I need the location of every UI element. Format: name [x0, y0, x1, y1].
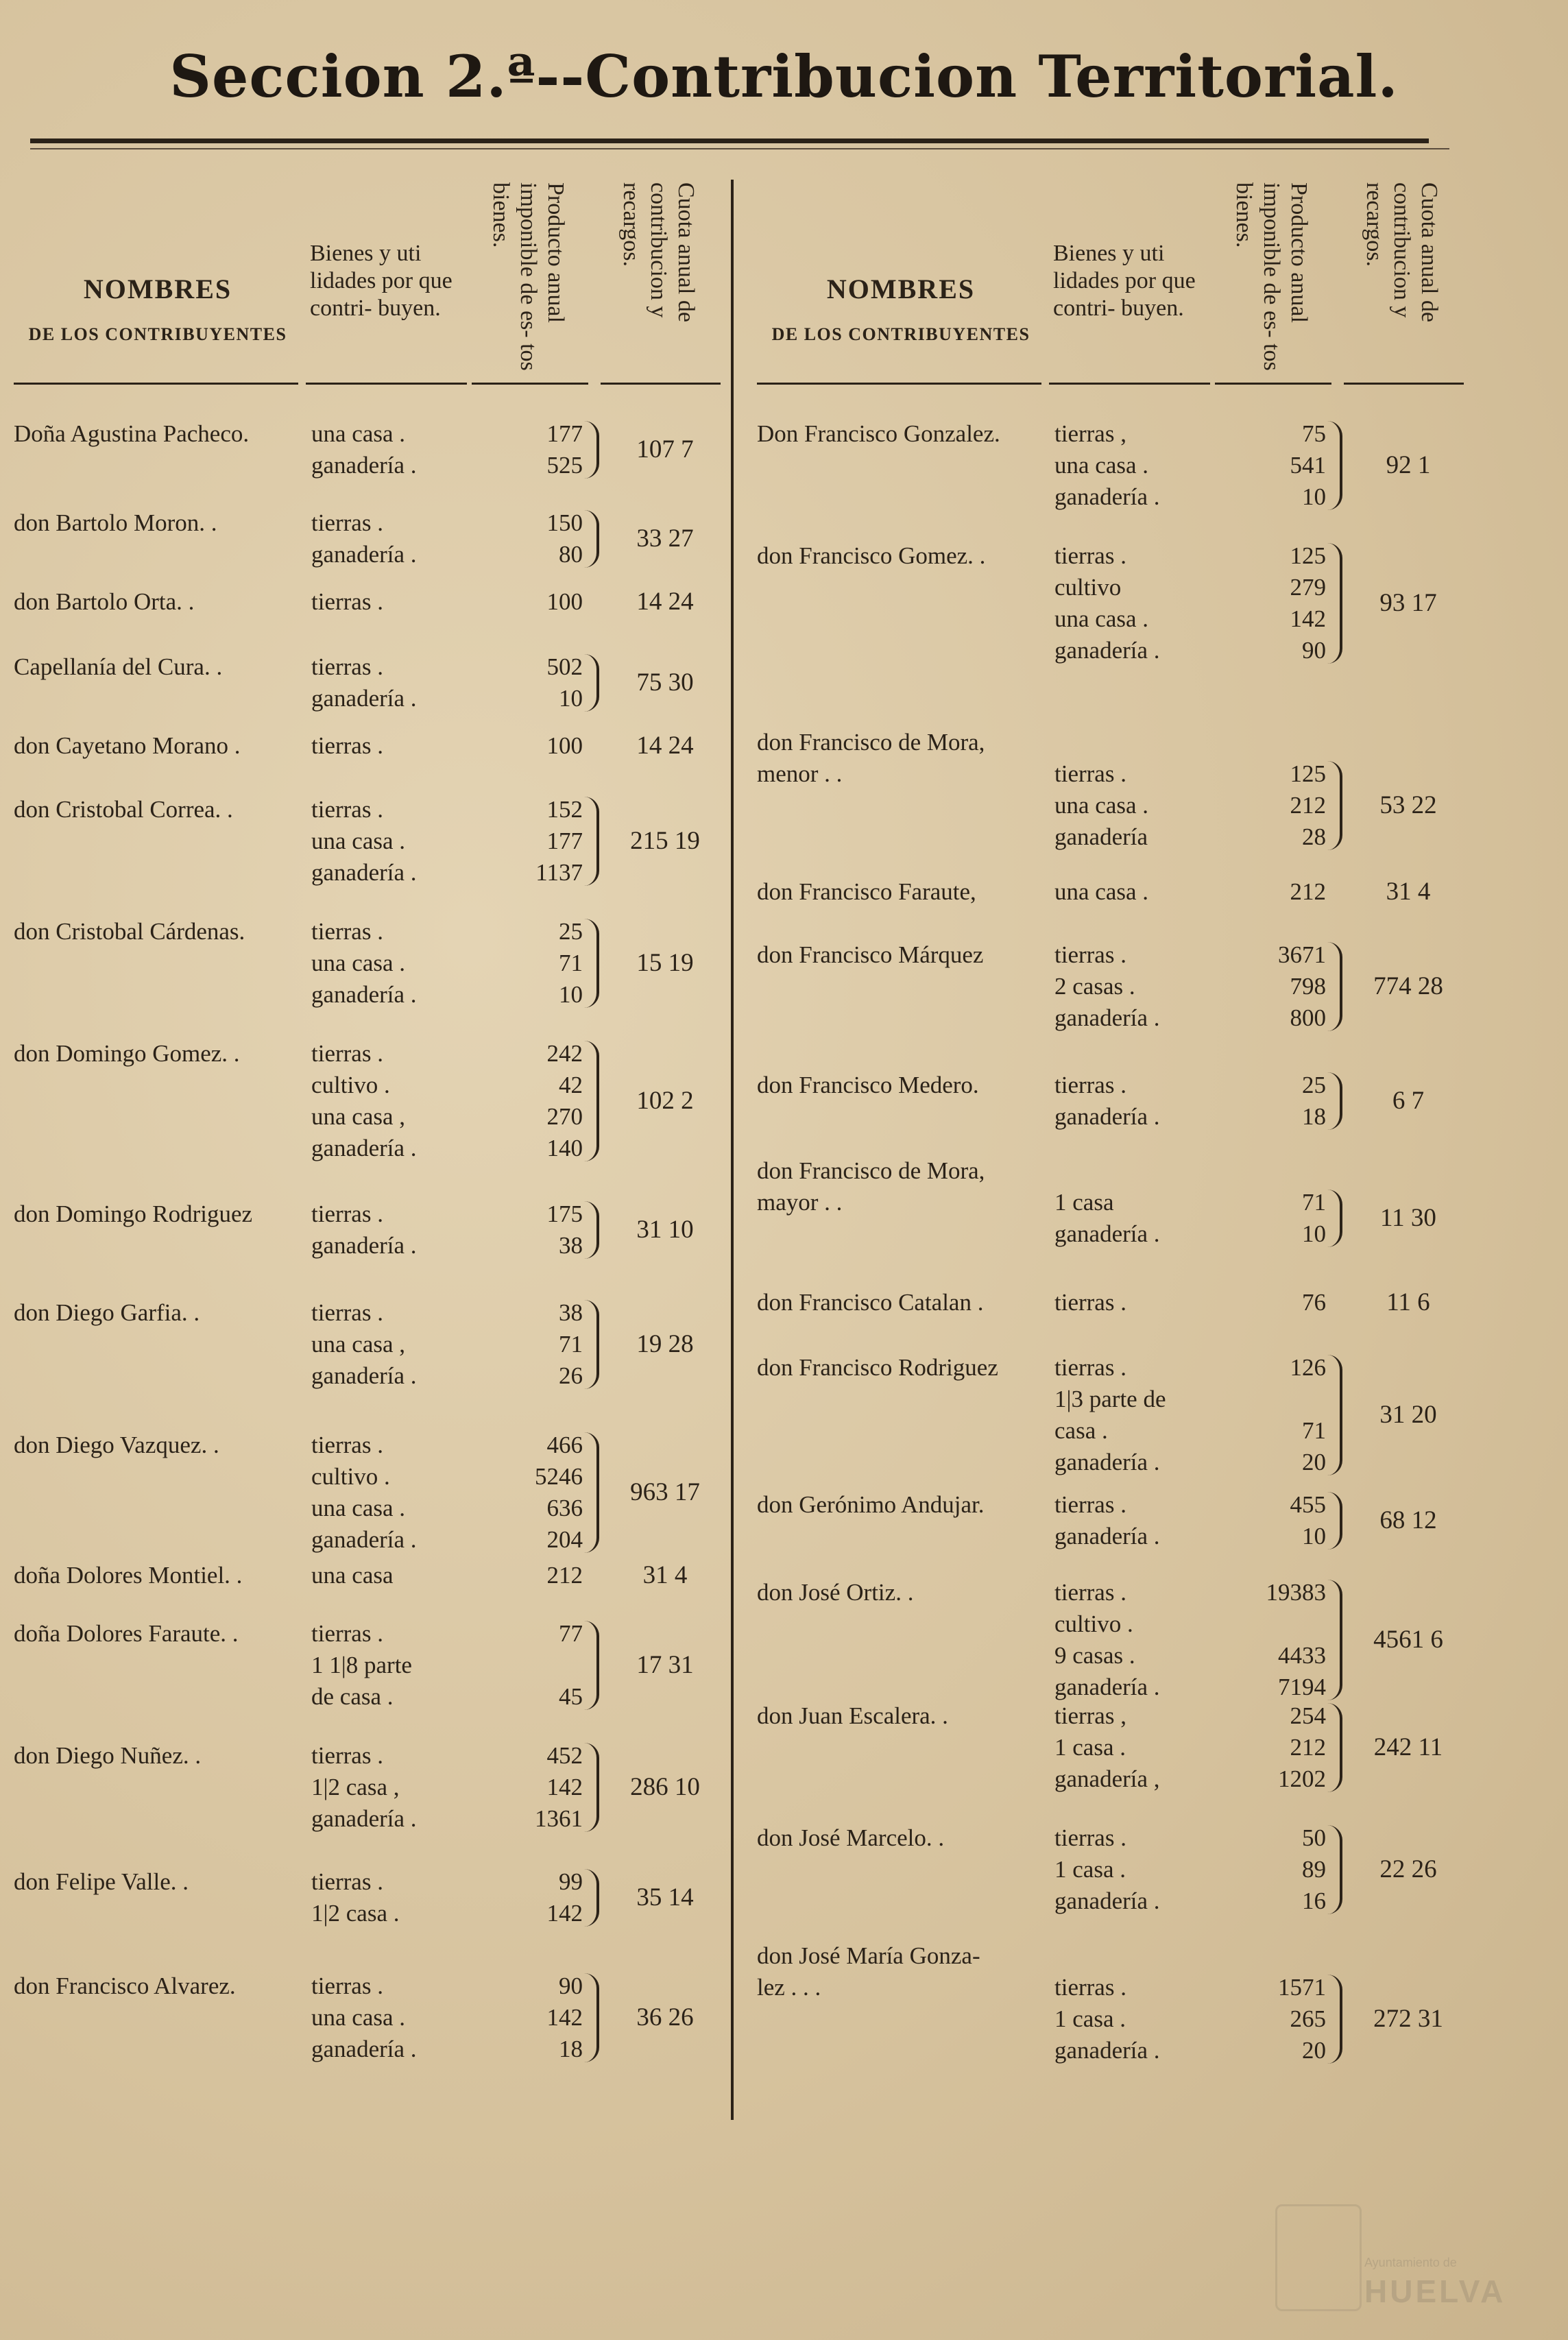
product-value: 80 — [559, 541, 583, 568]
product-values — [480, 1038, 583, 1164]
product-value: 18 — [559, 2036, 583, 2062]
product-values — [480, 586, 583, 618]
header-cuota: Cuota anual de contribucion y recargos. — [1362, 182, 1442, 322]
product-value: 204 — [546, 1526, 583, 1553]
product-value: 10 — [559, 981, 583, 1008]
product-value: 175 — [546, 1201, 583, 1227]
asset-item: ganadería . — [1054, 1220, 1160, 1247]
product-value: 75 — [1302, 420, 1326, 447]
asset-item: cultivo . — [1054, 1611, 1133, 1637]
contributor-name: don Domingo Rodriguez — [14, 1201, 253, 1227]
contributor-name: Doña Agustina Pacheco. — [14, 420, 250, 447]
contributor-name: don Francisco Alvarez. — [14, 1973, 236, 1999]
product-value: 99 — [559, 1868, 583, 1895]
contributor-name: don Gerónimo Andujar. — [757, 1491, 985, 1518]
product-value: 19383 — [1266, 1579, 1326, 1606]
asset-item: ganadería , — [1054, 1765, 1160, 1792]
asset-item: 1 casa . — [1054, 1856, 1126, 1883]
header-rule — [1344, 383, 1464, 385]
contributor-name: don Francisco de Mora, mayor . . — [757, 1157, 985, 1216]
grouping-brace — [1327, 1975, 1342, 2064]
product-values — [1223, 1940, 1326, 2066]
asset-item: tierras . — [311, 796, 383, 823]
asset-item: ganadería . — [1054, 1523, 1160, 1549]
asset-item: tierras . — [1054, 1974, 1126, 2001]
watermark-text: HUELVA — [1364, 2273, 1506, 2309]
product-value: 10 — [1302, 1523, 1326, 1549]
asset-item: una casa , — [311, 1331, 406, 1358]
asset-item: tierras . — [311, 732, 383, 759]
grouping-brace — [584, 510, 599, 568]
annual-quota: 31 20 — [1379, 1401, 1437, 1429]
asset-item: tierras . — [311, 1201, 383, 1227]
product-value: 38 — [559, 1232, 583, 1259]
product-value: 71 — [1302, 1417, 1326, 1444]
product-values — [1223, 418, 1326, 513]
product-value: 150 — [546, 509, 583, 536]
asset-item: ganadería . — [311, 1232, 417, 1259]
product-value: 45 — [559, 1683, 583, 1710]
contributor-name: don Diego Nuñez. . — [14, 1742, 202, 1769]
annual-quota: 11 6 — [1386, 1288, 1430, 1316]
contributor-name: don José Marcelo. . — [757, 1824, 945, 1851]
contributor-name: don Francisco Medero. — [757, 1072, 979, 1098]
asset-item: ganadería — [1054, 823, 1148, 850]
annual-quota: 286 10 — [630, 1773, 700, 1801]
product-value: 541 — [1290, 452, 1326, 479]
asset-item: tierras . — [1054, 1579, 1126, 1606]
product-value: 76 — [1302, 1289, 1326, 1316]
header-cuota: Cuota anual de contribucion y recargos. — [618, 182, 699, 322]
asset-item: tierras . — [311, 1432, 383, 1458]
product-value: 212 — [546, 1562, 583, 1589]
product-values — [480, 418, 583, 481]
grouping-brace — [1327, 1825, 1342, 1914]
asset-item: una casa . — [311, 1495, 406, 1521]
asset-item: ganadería . — [1054, 1887, 1160, 1914]
product-values — [1223, 1700, 1326, 1795]
asset-item: tierras . — [311, 1868, 383, 1895]
product-value: 466 — [546, 1432, 583, 1458]
product-values — [1223, 1287, 1326, 1318]
contributor-name: don Francisco de Mora, menor . . — [757, 729, 985, 787]
product-value — [1223, 1608, 1326, 1640]
grouping-brace — [584, 1869, 599, 1927]
grouping-brace — [1327, 421, 1342, 510]
product-value: 279 — [1290, 574, 1326, 601]
grouping-brace — [584, 1743, 599, 1832]
product-values — [480, 651, 583, 714]
annual-quota: 22 26 — [1379, 1855, 1437, 1883]
product-value: 38 — [559, 1299, 583, 1326]
archive-seal-icon — [1275, 2204, 1362, 2311]
product-value: 90 — [559, 1973, 583, 1999]
product-values — [1223, 1070, 1326, 1133]
product-value: 452 — [546, 1742, 583, 1769]
asset-item: una casa , — [311, 1103, 406, 1130]
header-rule — [757, 383, 1041, 385]
product-value: 5246 — [535, 1463, 583, 1490]
asset-item: tierras . — [311, 509, 383, 536]
asset-item: 9 casas . — [1054, 1642, 1135, 1669]
product-value: 270 — [546, 1103, 583, 1130]
product-values — [480, 1297, 583, 1392]
asset-item: ganadería . — [311, 981, 417, 1008]
product-value: 50 — [1302, 1824, 1326, 1851]
product-value: 10 — [1302, 1220, 1326, 1247]
grouping-brace — [584, 654, 599, 712]
product-value: 18 — [1302, 1103, 1326, 1130]
product-values — [1223, 1352, 1326, 1478]
product-value: 7194 — [1278, 1674, 1326, 1700]
asset-item: ganadería . — [311, 2036, 417, 2062]
product-value: 502 — [546, 653, 583, 680]
asset-item: una casa . — [1054, 605, 1149, 632]
annual-quota: 774 28 — [1373, 972, 1443, 1000]
product-values — [1223, 1489, 1326, 1552]
product-values — [1223, 1822, 1326, 1917]
annual-quota: 31 10 — [636, 1216, 694, 1244]
product-value — [1223, 1940, 1326, 1972]
asset-item: 1|2 casa , — [311, 1774, 400, 1800]
product-value: 20 — [1302, 1449, 1326, 1475]
product-value: 177 — [546, 828, 583, 854]
product-value: 25 — [559, 918, 583, 945]
product-value: 90 — [1302, 637, 1326, 664]
product-values — [1223, 1155, 1326, 1250]
contributor-name: Don Francisco Gonzalez. — [757, 420, 1000, 447]
product-value: 26 — [559, 1362, 583, 1389]
product-value: 125 — [1290, 760, 1326, 787]
grouping-brace — [1327, 942, 1342, 1031]
annual-quota: 75 30 — [636, 668, 694, 697]
grouping-brace — [1327, 1190, 1342, 1247]
grouping-brace — [584, 1432, 599, 1553]
header-rule — [1049, 383, 1210, 385]
asset-item: tierras . — [311, 588, 383, 615]
product-value: 142 — [546, 1900, 583, 1927]
asset-item: ganadería . — [311, 1362, 417, 1389]
annual-quota: 36 26 — [636, 2003, 694, 2031]
product-value: 142 — [546, 2004, 583, 2031]
asset-item: ganadería . — [311, 1805, 417, 1832]
asset-item: ganadería . — [311, 859, 417, 886]
product-value: 142 — [1290, 605, 1326, 632]
asset-item: tierras . — [311, 1973, 383, 1999]
asset-item: 1 casa . — [1054, 1734, 1126, 1761]
product-values — [480, 1618, 583, 1713]
annual-quota: 242 11 — [1373, 1733, 1443, 1761]
product-values — [480, 1970, 583, 2065]
product-values — [480, 794, 583, 889]
grouping-brace — [1327, 1355, 1342, 1475]
contributor-name: don Cayetano Morano . — [14, 732, 241, 759]
product-values — [480, 1866, 583, 1929]
product-value: 1361 — [535, 1805, 583, 1832]
product-value: 142 — [546, 1774, 583, 1800]
contributor-name: don Francisco Faraute, — [757, 878, 976, 905]
grouping-brace — [1327, 1492, 1342, 1549]
contributor-name: don Francisco Catalan . — [757, 1289, 984, 1316]
asset-item: tierras . — [311, 1620, 383, 1647]
product-value: 1202 — [1278, 1765, 1326, 1792]
annual-quota: 107 7 — [636, 435, 694, 463]
asset-item: 1 1|8 parte — [311, 1652, 412, 1678]
header-bienes: Bienes y uti lidades por que contri- buyen. — [310, 241, 453, 321]
asset-item: tierras . — [1054, 760, 1126, 787]
product-value: 71 — [559, 1331, 583, 1358]
product-values — [1223, 876, 1326, 908]
product-value: 10 — [1302, 483, 1326, 510]
product-value: 254 — [1290, 1702, 1326, 1729]
product-value: 77 — [559, 1620, 583, 1647]
grouping-brace — [584, 421, 599, 479]
asset-item: ganadería . — [1054, 1449, 1160, 1475]
contributor-name: don Felipe Valle. . — [14, 1868, 189, 1895]
contributor-name: don José María Gonza- lez . . . — [757, 1942, 980, 2001]
contributor-name: don Francisco Márquez — [757, 941, 984, 968]
annual-quota: 6 7 — [1392, 1087, 1425, 1115]
contributor-name: doña Dolores Faraute. . — [14, 1620, 239, 1647]
annual-quota: 19 28 — [636, 1330, 694, 1358]
product-value: 212 — [1290, 792, 1326, 819]
asset-item: una casa . — [311, 828, 406, 854]
product-value: 800 — [1290, 1004, 1326, 1031]
asset-item: 2 casas . — [1054, 973, 1135, 1000]
annual-quota: 272 31 — [1373, 2005, 1443, 2033]
asset-item: una casa . — [311, 950, 406, 976]
asset-item: tierras , — [1054, 420, 1126, 447]
product-value: 212 — [1290, 878, 1326, 905]
annual-quota: 102 2 — [636, 1087, 694, 1115]
asset-item: 1 casa — [1054, 1189, 1114, 1216]
product-value — [1223, 1384, 1326, 1415]
annual-quota: 17 31 — [636, 1651, 694, 1679]
asset-item: ganadería . — [1054, 637, 1160, 664]
annual-quota: 31 4 — [1386, 878, 1431, 906]
header-rule — [601, 383, 721, 385]
asset-item: ganadería . — [311, 685, 417, 712]
asset-item: una casa . — [1054, 452, 1149, 479]
product-values — [1223, 939, 1326, 1034]
annual-quota: 14 24 — [636, 732, 694, 760]
product-value: 42 — [559, 1072, 583, 1098]
header-nombres: NOMBRES DE LOS CONTRIBUYENTES — [28, 274, 287, 344]
asset-item: tierras . — [311, 653, 383, 680]
product-value: 71 — [1302, 1189, 1326, 1216]
contributor-name: don Cristobal Cárdenas. — [14, 918, 245, 945]
product-values — [480, 1560, 583, 1591]
product-value: 212 — [1290, 1734, 1326, 1761]
annual-quota: 963 17 — [630, 1478, 700, 1506]
annual-quota: 4561 6 — [1373, 1626, 1443, 1654]
asset-item: tierras . — [311, 1040, 383, 1067]
asset-item: una casa . — [1054, 878, 1149, 905]
asset-item: ganadería . — [1054, 1103, 1160, 1130]
header-rule — [306, 383, 467, 385]
table-header — [14, 171, 720, 391]
product-value: 1571 — [1278, 1974, 1326, 2001]
asset-item: 1|2 casa . — [311, 1900, 400, 1927]
asset-item: cultivo . — [311, 1072, 390, 1098]
product-values — [480, 1198, 583, 1262]
annual-quota: 14 24 — [636, 588, 694, 616]
grouping-brace — [584, 1201, 599, 1259]
asset-item: ganadería . — [1054, 1004, 1160, 1031]
product-value: 242 — [546, 1040, 583, 1067]
product-values — [480, 730, 583, 762]
contributor-name: don Domingo Gomez. . — [14, 1040, 240, 1067]
grouping-brace — [1327, 761, 1342, 850]
contributor-name: don Francisco Gomez. . — [757, 542, 986, 569]
asset-item: una casa . — [311, 2004, 406, 2031]
annual-quota: 215 19 — [630, 827, 700, 855]
annual-quota: 11 30 — [1380, 1204, 1436, 1232]
product-value: 89 — [1302, 1856, 1326, 1883]
asset-item: tierras . — [311, 1742, 383, 1769]
product-value: 71 — [559, 950, 583, 976]
asset-item: una casa . — [311, 420, 406, 447]
product-values — [480, 507, 583, 570]
grouping-brace — [1327, 1703, 1342, 1792]
asset-item: ganadería . — [1054, 2037, 1160, 2064]
product-value — [1223, 1155, 1326, 1187]
product-values — [1223, 727, 1326, 853]
asset-item: de casa . — [311, 1683, 394, 1710]
asset-item: 1|3 parte de — [1054, 1386, 1166, 1412]
asset-item: ganadería . — [311, 1135, 417, 1161]
grouping-brace — [584, 1621, 599, 1710]
contributor-name: doña Dolores Montiel. . — [14, 1562, 243, 1589]
asset-item: tierras . — [1054, 1354, 1126, 1381]
asset-item: cultivo — [1054, 574, 1122, 601]
asset-item: tierras . — [1054, 941, 1126, 968]
header-producto: Producto anual imponible de es- tos bienes. — [1231, 182, 1312, 371]
product-value — [1223, 727, 1326, 758]
product-value: 100 — [546, 588, 583, 615]
watermark-sub: Ayuntamiento de — [1364, 2256, 1457, 2269]
title-rule — [30, 138, 1429, 143]
product-value: 3671 — [1278, 941, 1326, 968]
product-value: 140 — [546, 1135, 583, 1161]
product-value: 28 — [1302, 823, 1326, 850]
contributor-name: don Francisco Rodriguez — [757, 1354, 998, 1381]
contributor-name: don Bartolo Orta. . — [14, 588, 195, 615]
product-value: 152 — [546, 796, 583, 823]
product-value: 4433 — [1278, 1642, 1326, 1669]
asset-item: tierras , — [1054, 1702, 1126, 1729]
product-value: 100 — [546, 732, 583, 759]
annual-quota: 35 14 — [636, 1883, 694, 1911]
grouping-brace — [584, 797, 599, 886]
header-bienes: Bienes y uti lidades por que contri- buyen. — [1053, 241, 1196, 321]
header-nombres: NOMBRES DE LOS CONTRIBUYENTES — [771, 274, 1030, 344]
header-producto: Producto anual imponible de es- tos bienes. — [488, 182, 568, 371]
grouping-brace — [584, 919, 599, 1008]
annual-quota: 92 1 — [1386, 451, 1431, 479]
asset-item: tierras . — [1054, 1289, 1126, 1316]
asset-item: ganadería . — [311, 541, 417, 568]
asset-item: tierras . — [1054, 1824, 1126, 1851]
asset-item: casa . — [1054, 1417, 1108, 1444]
grouping-brace — [1327, 543, 1342, 664]
grouping-brace — [584, 1973, 599, 2062]
annual-quota: 68 12 — [1379, 1506, 1437, 1534]
product-value: 10 — [559, 685, 583, 712]
product-value: 20 — [1302, 2037, 1326, 2064]
contributor-name: don Diego Vazquez. . — [14, 1432, 219, 1458]
product-value: 177 — [546, 420, 583, 447]
product-values — [480, 1740, 583, 1835]
asset-item: ganadería . — [1054, 483, 1160, 510]
product-value: 636 — [546, 1495, 583, 1521]
asset-item: ganadería . — [311, 1526, 417, 1553]
contributor-name: don Cristobal Correa. . — [14, 796, 233, 823]
product-value: 25 — [1302, 1072, 1326, 1098]
product-values — [480, 916, 583, 1011]
grouping-brace — [584, 1300, 599, 1389]
contributor-name: don Juan Escalera. . — [757, 1702, 948, 1729]
product-value: 265 — [1290, 2005, 1326, 2032]
asset-item: tierras . — [311, 1299, 383, 1326]
annual-quota: 15 19 — [636, 949, 694, 977]
contributor-name: don Diego Garfia. . — [14, 1299, 200, 1326]
product-value — [480, 1650, 583, 1681]
annual-quota: 31 4 — [642, 1561, 688, 1589]
asset-item: tierras . — [1054, 542, 1126, 569]
contributor-name: Capellanía del Cura. . — [14, 653, 223, 680]
annual-quota: 33 27 — [636, 524, 694, 553]
contributor-name: don José Ortiz. . — [757, 1579, 914, 1606]
table-header — [757, 171, 1470, 391]
asset-item: ganadería . — [311, 452, 417, 479]
header-rule — [14, 383, 298, 385]
product-value: 1137 — [535, 859, 583, 886]
asset-item: tierras . — [311, 918, 383, 945]
page-title: Seccion 2.ª--Contribucion Territorial. — [169, 43, 1399, 110]
product-value: 525 — [546, 452, 583, 479]
product-value: 16 — [1302, 1887, 1326, 1914]
product-values — [1223, 540, 1326, 666]
asset-item: una casa — [311, 1562, 394, 1589]
product-values — [1223, 1577, 1326, 1703]
contributor-name: don Bartolo Moron. . — [14, 509, 217, 536]
annual-quota: 53 22 — [1379, 791, 1437, 819]
product-value: 126 — [1290, 1354, 1326, 1381]
header-rule — [1215, 383, 1331, 385]
asset-item: cultivo . — [311, 1463, 390, 1490]
header-rule — [472, 383, 588, 385]
asset-item: una casa . — [1054, 792, 1149, 819]
column-divider — [731, 180, 734, 2120]
asset-item: ganadería . — [1054, 1674, 1160, 1700]
grouping-brace — [1327, 1072, 1342, 1130]
product-value: 125 — [1290, 542, 1326, 569]
grouping-brace — [584, 1041, 599, 1161]
product-values — [480, 1430, 583, 1556]
asset-item: 1 casa . — [1054, 2005, 1126, 2032]
product-value: 455 — [1290, 1491, 1326, 1518]
title-rule-thin — [30, 148, 1449, 149]
product-value: 798 — [1290, 973, 1326, 1000]
asset-item: tierras . — [1054, 1072, 1126, 1098]
grouping-brace — [1327, 1580, 1342, 1700]
annual-quota: 93 17 — [1379, 589, 1437, 617]
asset-item: tierras . — [1054, 1491, 1126, 1518]
